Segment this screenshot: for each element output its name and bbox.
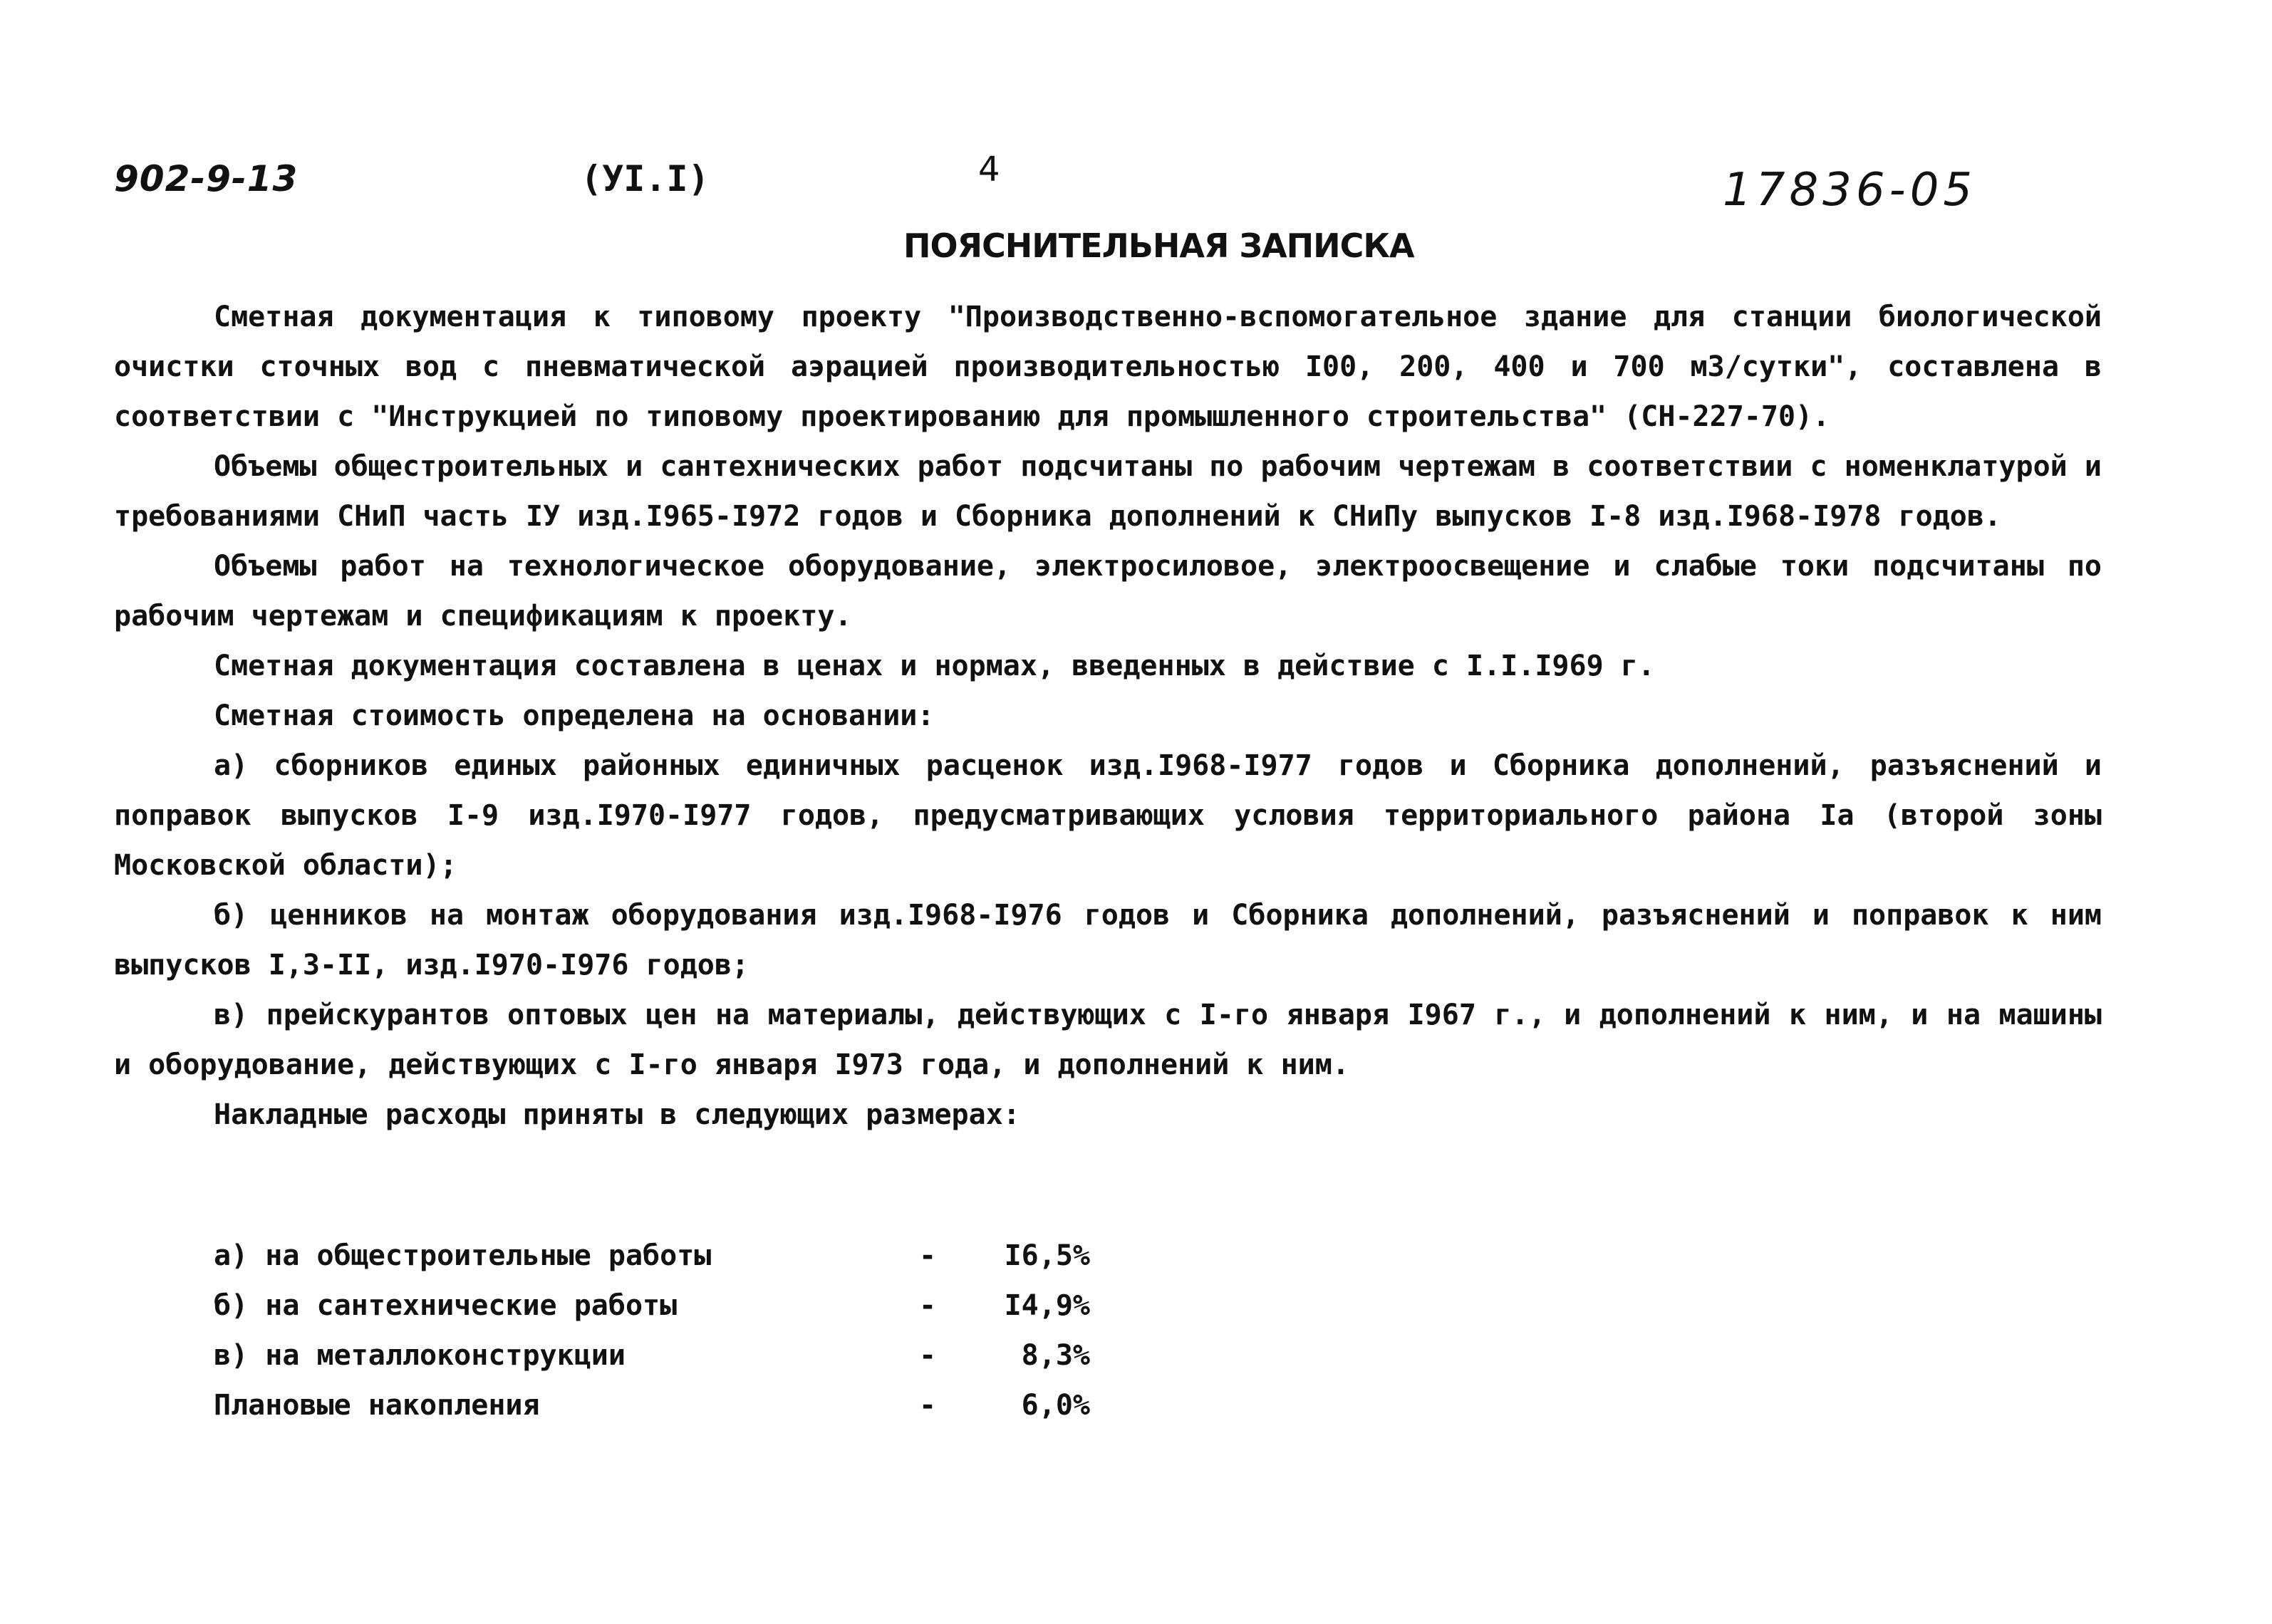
paragraph-item-c: в) прейскурантов оптовых цен на материалы, действующих с I-го января I967 г., и дополнений к ним, и на машины и оборудование, действующих с I-го января I973 года, и дополнений к ним. (114, 999, 2102, 1081)
page-number: 4 (978, 150, 1000, 189)
rate-label: в) на металлоконструкции (214, 1339, 626, 1372)
rate-dash: - (919, 1339, 937, 1372)
rate-value: 6,0% (1021, 1389, 1090, 1422)
paragraph-volumes-equipment: Объемы работ на технологическое оборудование, электросиловое, электроосвещение и слабые токи подсчитаны по рабочим чертежам и спецификациям к проекту. (114, 550, 2102, 633)
rate-dash: - (919, 1289, 937, 1322)
paragraph-intro: Сметная документация к типовому проекту "Производственно-вспомогательное здание для станции биологической очистки сточных вод с пневматической аэрацией производительностью I00, 200, 400 и 700 м3/сутки", составлена в соответствии с "Инструкцией по типовому проектированию для промышленного строительства" (СН-227-70). (114, 301, 2102, 433)
rate-dash: - (919, 1389, 937, 1422)
rate-value: I4,9% (1004, 1289, 1090, 1322)
rate-label: а) на общестроительные работы (214, 1239, 712, 1272)
paragraph-volumes-construction: Объемы общестроительных и сантехнических работ подсчитаны по рабочим чертежам в соответствии с номенклатурой и требованиями СНиП часть IУ изд.I965-I972 годов и Сборника дополнений к СНиПу выпусков I-8 изд.I968-I978 годов. (114, 450, 2102, 533)
rate-dash: - (919, 1239, 937, 1272)
rate-value: 8,3% (1021, 1339, 1090, 1372)
document-number: 17836-05 (1723, 164, 1977, 217)
document-body (114, 292, 2102, 1140)
paragraph-cost-basis: Сметная стоимость определена на основании: (214, 699, 935, 732)
paragraph-overhead: Накладные расходы приняты в следующих размерах: (214, 1098, 1020, 1131)
paragraph-prices: Сметная документация составлена в ценах и нормах, введенных в действие с I.I.I969 г. (214, 650, 1655, 682)
rate-label: Плановые накопления (214, 1389, 540, 1422)
rate-label: б) на сантехнические работы (214, 1289, 678, 1322)
paragraph-item-a: а) сборников единых районных единичных расценок изд.I968-I977 годов и Сборника дополнений, разъяснений и поправок выпусков I-9 изд.I970-I977 годов, предусматривающих условия территориального района Iа (второй зоны Московской области); (114, 749, 2102, 882)
rate-value: I6,5% (1004, 1239, 1090, 1272)
paragraph-item-b: б) ценников на монтаж оборудования изд.I968-I976 годов и Сборника дополнений, разъяснений и поправок к ним выпусков I,3-II, изд.I970-I976 годов; (114, 899, 2102, 982)
section-number: (УI.I) (581, 158, 710, 199)
document-code: 902-9-13 (114, 158, 299, 199)
page-title: ПОЯСНИТЕЛЬНАЯ ЗАПИСКА (903, 227, 1414, 265)
